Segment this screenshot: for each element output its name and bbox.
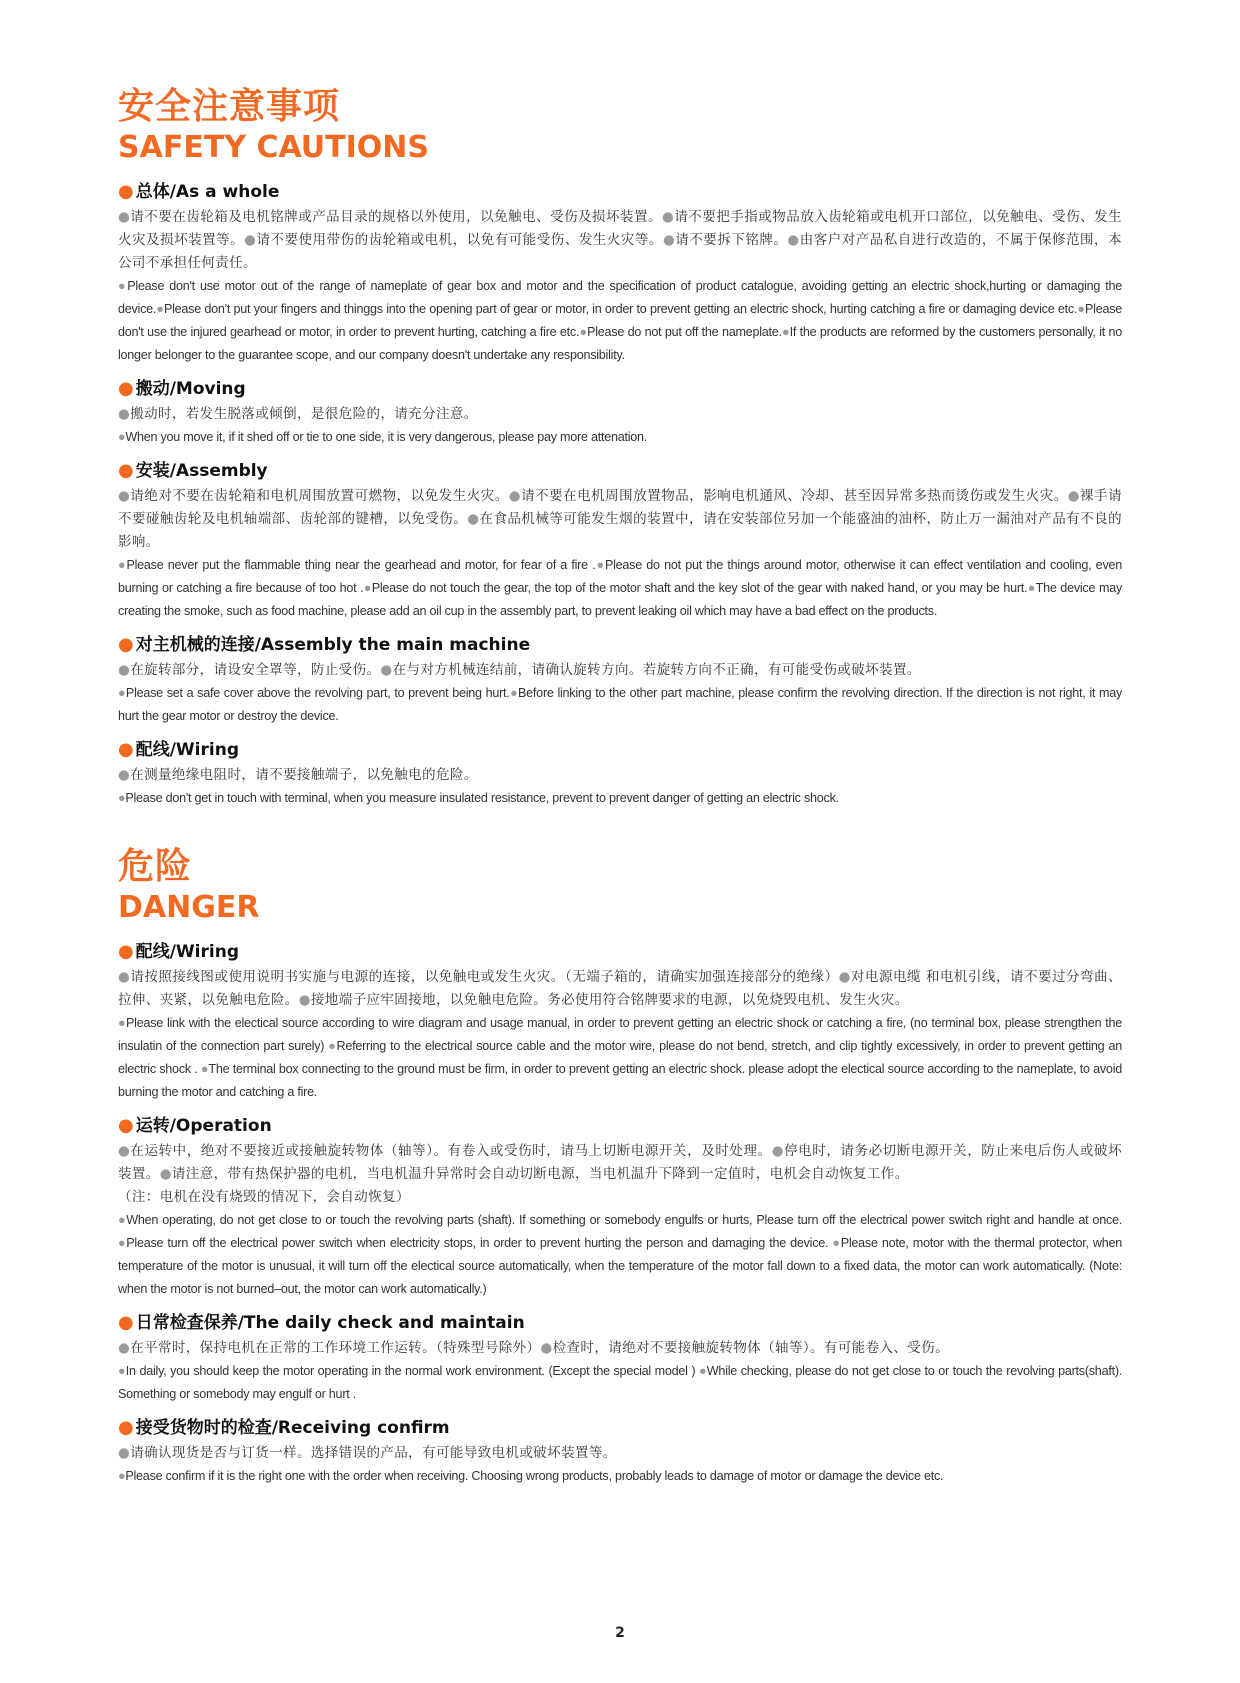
grey-bullet-icon: ● — [118, 1364, 126, 1378]
section-text-en: ●When operating, do not get close to or touch the revolving parts (shaft). If something or somebody engulfs or hurts, Please turn off the electrical power switch right and handle at once. ●Please turn off the electrical power switch when electricity stops, in order to prevent hurting the person and damaging the device. ●Please note, motor with the thermal protector, when temperature of the motor is unusual, it will turn off the electical source automatically, when the temperature of the motor fall down to a fixed data, the motor can work automatically. (Note: when the motor is not burned–out, the motor can work automatically.) — [118, 1213, 1122, 1296]
grey-bullet-icon: ● — [118, 488, 131, 504]
orange-bullet-icon: ● — [118, 1115, 134, 1136]
section-text-cn: ●在运转中，绝对不要接近或接触旋转物体（轴等）。有卷入或受伤时，请马上切断电源开关，及时处理。●停电时，请务必切断电源开关，防止来电后伤人或破坏装置。●请注意，带有热保护器的电机，当电机温升异常时会自动切断电源，当电机温升下降到一定值时，电机会自动恢复工作。 — [118, 1143, 1122, 1182]
section-text-en: ●Please don't get in touch with terminal, when you measure insulated resistance, prevent to prevent danger of getting an electric shock. — [118, 791, 839, 805]
section-text-en: ●In daily, you should keep the motor operating in the normal work environment. (Except the special model ) ●While checking, please do not get close to or touch the revolving parts(shaft). Something or somebody may engulf or hurt . — [118, 1364, 1123, 1401]
grey-bullet-icon: ● — [118, 969, 131, 985]
grey-bullet-icon: ● — [595, 558, 605, 572]
orange-bullet-icon: ● — [118, 634, 134, 655]
section-text-en: ●Please set a safe cover above the revolving part, to prevent being hurt.●Before linking to the other part machine, please confirm the revolving direction. If the direction is not right, it may hurt the gear motor or destroy the device. — [118, 686, 1122, 723]
grey-bullet-icon: ● — [118, 1236, 127, 1250]
grey-bullet-icon: ● — [328, 1039, 337, 1053]
danger-title-en: DANGER — [118, 890, 260, 925]
grey-bullet-icon: ● — [787, 232, 800, 248]
section-note-cn: （注：电机在没有烧毁的情况下，会自动恢复） — [118, 1189, 410, 1205]
section-title: ● 对主机械的连接/Assembly the main machine — [118, 634, 531, 655]
section-title: ● 接受货物时的检查/Receiving confirm — [118, 1417, 450, 1438]
section-title: ● 总体/As a whole — [118, 181, 280, 202]
section-text-cn: ●搬动时，若发生脱落或倾倒，是很危险的，请充分注意。 — [118, 406, 478, 422]
safety-title-en: SAFETY CAUTIONS — [118, 130, 429, 165]
grey-bullet-icon: ● — [508, 488, 522, 504]
grey-bullet-icon: ● — [662, 209, 675, 225]
orange-bullet-icon: ● — [118, 941, 134, 962]
grey-bullet-icon: ● — [298, 992, 311, 1008]
grey-bullet-icon: ● — [118, 686, 126, 700]
section-text-cn: ●请不要在齿轮箱及电机铭牌或产品目录的规格以外使用，以免触电、受伤及损坏装置。●请不要把手指或物品放入齿轮箱或电机开口部位，以免触电、受伤、发生火灾及损坏装置等。●请不要使用带伤的齿轮箱或电机，以免有可能受伤、发生火灾等。●请不要拆下铭牌。●由客户对产品私自进行改造的，不属于保修范围，本公司不承担任何责任。 — [118, 209, 1122, 271]
section-text-en: ●Please confirm if it is the right one with the order when receiving. Choosing wrong products, probably leads to damage of motor or damage the device etc. — [118, 1469, 944, 1483]
section-text-cn: ●在旋转部分，请设安全罩等，防止受伤。●在与对方机械连结前，请确认旋转方向。若旋转方向不正确，有可能受伤或破坏装置。 — [118, 662, 921, 678]
grey-bullet-icon: ● — [159, 1166, 172, 1182]
grey-bullet-icon: ● — [118, 1445, 131, 1461]
section-title: ● 日常检查保养/The daily check and maintain — [118, 1312, 525, 1333]
grey-bullet-icon: ● — [662, 232, 676, 248]
grey-bullet-icon: ● — [118, 791, 126, 805]
orange-bullet-icon: ● — [118, 460, 134, 481]
section-title: ● 安装/Assembly — [118, 460, 268, 481]
grey-bullet-icon: ● — [118, 1016, 127, 1030]
grey-bullet-icon: ● — [838, 969, 851, 985]
danger-sections — [118, 940, 1122, 1488]
grey-bullet-icon: ● — [579, 325, 588, 339]
orange-bullet-icon: ● — [118, 1417, 134, 1438]
grey-bullet-icon: ● — [118, 279, 128, 293]
page-content — [118, 86, 1122, 1488]
grey-bullet-icon: ● — [1077, 302, 1085, 316]
orange-bullet-icon: ● — [118, 1312, 134, 1333]
danger-title-cn: 危险 — [118, 846, 193, 887]
grey-bullet-icon: ● — [118, 1469, 126, 1483]
section-text-en: ●Please never put the flammable thing near the gearhead and motor, for fear of a fire .●Please do not put the things around motor, otherwise it can effect ventilation and cooling, even burning or catching a fire because of too hot .●Please do not touch the gear, the top of the motor shaft and the key slot of the gear with naked hand, or you may be hurt.●The device may creating the smoke, such as food machine, please add an oil cup in the assembly part, to prevent leaking oil which may have a bad effect on the products. — [118, 558, 1122, 618]
section-title: ● 配线/Wiring — [118, 941, 239, 962]
orange-bullet-icon: ● — [118, 378, 134, 399]
grey-bullet-icon: ● — [363, 581, 372, 595]
section-text-cn: ●在测量绝缘电阻时，请不要接触端子，以免触电的危险。 — [118, 767, 478, 783]
grey-bullet-icon: ● — [200, 1062, 209, 1076]
grey-bullet-icon: ● — [118, 1340, 131, 1356]
section-title: ● 运转/Operation — [118, 1115, 272, 1136]
section-text-cn: ●在平常时，保持电机在正常的工作环境工作运转。（特殊型号除外）●检查时，请绝对不要接触旋转物体（轴等）。有可能卷入、受伤。 — [118, 1340, 949, 1356]
section-text-cn: ●请确认现货是否与订货一样。选择错误的产品，有可能导致电机或破坏装置等。 — [118, 1445, 617, 1461]
grey-bullet-icon: ● — [118, 662, 131, 678]
grey-bullet-icon: ● — [118, 767, 131, 783]
safety-sections — [118, 180, 1122, 810]
section-title: ● 配线/Wiring — [118, 739, 239, 760]
grey-bullet-icon: ● — [118, 430, 126, 444]
safety-title-cn: 安全注意事项 — [118, 86, 341, 127]
section-text-cn: ●请绝对不要在齿轮箱和电机周围放置可燃物，以免发生火灾。●请不要在电机周围放置物品，影响电机通风、冷却、甚至因异常多热而烫伤或发生火灾。●裸手请不要碰触齿轮及电机轴端部、齿轮部的键槽，以免受伤。●在食品机械等可能发生烟的装置中，请在安装部位另加一个能盛油的油杯，防止万一漏油对产品有不良的影响。 — [118, 488, 1122, 550]
section-text-cn: ●请按照接线图或使用说明书实施与电源的连接，以免触电或发生火灾。（无端子箱的，请确实加强连接部分的绝缘）●对电源电缆 和电机引线，请不要过分弯曲、拉伸、夹紧，以免触电危险。●接地端子应牢固接地，以免触电危险。务必使用符合铭牌要求的电源，以免烧毁电机、发生火灾。 — [118, 969, 1123, 1008]
grey-bullet-icon: ● — [118, 558, 127, 572]
grey-bullet-icon: ● — [244, 232, 257, 248]
orange-bullet-icon: ● — [118, 739, 134, 760]
grey-bullet-icon: ● — [540, 1340, 553, 1356]
grey-bullet-icon: ● — [1067, 488, 1081, 504]
grey-bullet-icon: ● — [509, 686, 519, 700]
grey-bullet-icon: ● — [771, 1143, 785, 1159]
grey-bullet-icon: ● — [832, 1236, 841, 1250]
grey-bullet-icon: ● — [699, 1364, 707, 1378]
section-text-en: ●Please don't use motor out of the range of nameplate of gear box and motor and the specification of product catalogue, avoiding getting an electric shock,hurting or damaging the device.●Please don't put your fingers and thinggs into the opening part of gear or motor, in order to prevent getting an electric shock, hurting catching a fire or damaging device etc.●Please don't use the injured gearhead or motor, in order to prevent hurting, catching a fire etc.●Please do not put off the nameplate.●If the products are reformed by the customers personally, it no longer belonger to the guarantee scope, and our company doesn't undertake any responsibility. — [118, 279, 1123, 362]
grey-bullet-icon: ● — [118, 1143, 131, 1159]
section-text-en: ●Please link with the electical source according to wire diagram and usage manual, in order to prevent getting an electric shock or catching a fire, (no terminal box, please strengthen the insulatin of the connection part surely) ●Referring to the electrical source cable and the motor wire, please do not bend, stretch, and clip tightly excessively, in order to prevent getting an electric shock . ●The terminal box connecting to the ground must be firm, in order to prevent getting an electric shock. please adopt the electical source according to the nameplate, to avoid burning the motor and catching a fire. — [118, 1016, 1123, 1099]
grey-bullet-icon: ● — [118, 209, 131, 225]
grey-bullet-icon: ● — [781, 325, 790, 339]
grey-bullet-icon: ● — [1027, 581, 1036, 595]
grey-bullet-icon: ● — [118, 1213, 127, 1227]
section-text-en: ●When you move it, if it shed off or tie to one side, it is very dangerous, please pay more attenation. — [118, 430, 648, 444]
spacer — [118, 810, 1122, 846]
page-number: 2 — [615, 1625, 625, 1641]
grey-bullet-icon: ● — [467, 511, 480, 527]
grey-bullet-icon: ● — [156, 302, 164, 316]
section-title: ● 搬动/Moving — [118, 378, 246, 399]
grey-bullet-icon: ● — [118, 406, 131, 422]
orange-bullet-icon: ● — [118, 181, 134, 202]
grey-bullet-icon: ● — [380, 662, 393, 678]
